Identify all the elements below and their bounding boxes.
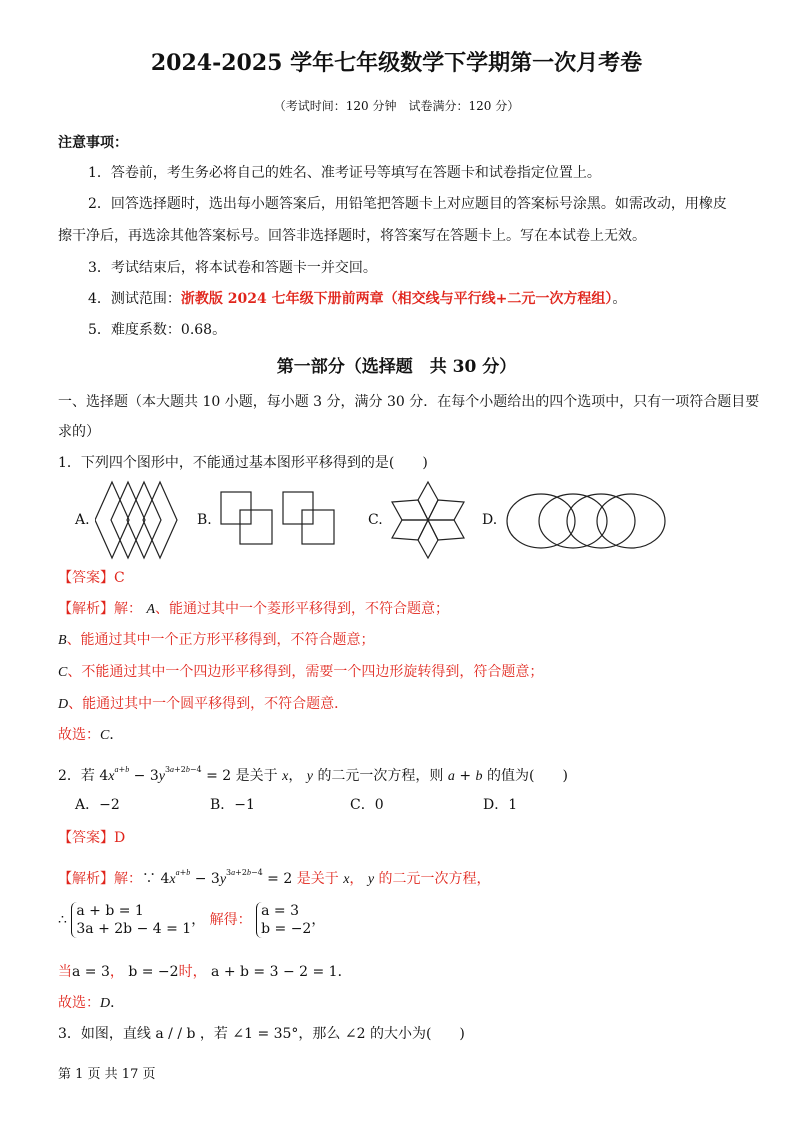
scope: 浙教版 2024 七年级下册前两章（相交线与平行线+二元一次方程组）: [180, 291, 613, 307]
equation-system-1: [71, 902, 191, 938]
answer-value: D: [114, 830, 126, 846]
equation-system-2: [256, 902, 311, 938]
math: b = −2: [128, 964, 179, 980]
text: 故选：: [58, 727, 100, 743]
text: 故选：: [58, 995, 100, 1011]
text: 、能通过其中一个圆平移得到，不符合题意．: [68, 696, 349, 712]
text: 解：: [114, 871, 142, 887]
var: C: [100, 728, 110, 743]
punct: ．: [109, 727, 124, 743]
star-figure: [390, 480, 466, 560]
equation: a = 3: [261, 903, 299, 919]
squares-figure: [220, 490, 345, 550]
q2-conclusion: 故选：D．: [58, 995, 125, 1011]
q2-analysis: 【解析】解：∵ $4x^{a+b} - 3y^{3a+2b-4} = 2$ 是关于 x， y 的二元一次方程，: [58, 868, 491, 887]
q2-substitution: 当a = 3， b = −2时， a + b = 3 − 2 = 1．: [58, 964, 352, 980]
var: D: [58, 697, 69, 712]
analysis-tag: 【解析】: [58, 871, 114, 887]
equation: b = −2: [261, 921, 312, 937]
q1-stem: 1．下列四个图形中，不能通过基本图形平移得到的是( ): [58, 455, 428, 471]
notice-item: 1．答卷前，考生务必将自己的姓名、准考证号等填写在答题卡和试卷指定位置上。: [88, 165, 601, 181]
section-title: 第一部分（选择题 共 30 分）: [276, 357, 517, 377]
text: 、不能通过其中一个四边形平移得到，需要一个四边形旋转得到，符合题意；: [67, 664, 544, 680]
equation: 3a + 2b − 4 = 1: [76, 921, 192, 937]
text: 时，: [178, 964, 207, 980]
var: B: [58, 633, 67, 648]
equation: a + b = 1: [76, 903, 144, 919]
q2-option-a: A．−2: [75, 797, 120, 813]
notice-item: 3．考试结束后，将本试卷和答题卡一并交回。: [88, 260, 377, 276]
q2-answer: [58, 829, 125, 847]
q3-stem: 3．如图，直线 a / / b ，若 ∠1 = 35°，那么 ∠2 的大小为( ): [58, 1026, 465, 1042]
text: 是关于: [296, 871, 339, 887]
because-text: ∵ 4: [142, 871, 170, 887]
notice-item: 2．回答选择题时，选出每小题答案后，用铅笔把答题卡上对应题目的答案标号涂黑。如需改动，用橡皮: [88, 196, 727, 212]
rhombus-figure: [95, 480, 195, 560]
circles-figure: [503, 492, 668, 552]
subtitle: （考试时间：120 分钟 试卷满分：120 分）: [273, 99, 520, 113]
punct: 。: [612, 291, 627, 307]
text: 解：: [114, 601, 142, 617]
text: 的二元一次方程，则: [317, 768, 444, 784]
q1-analysis-line: [58, 631, 375, 650]
q1-analysis-line: [58, 695, 348, 714]
text: 的值为( ): [486, 768, 568, 784]
q2-option-c: C．0: [350, 797, 384, 813]
q1-option-d: D.: [482, 512, 498, 528]
page-footer: 第 1 页 共 17 页: [58, 1067, 156, 1082]
var: C: [58, 665, 68, 680]
section-intro: 求的）: [58, 424, 100, 440]
q1-option-b: B.: [197, 512, 212, 528]
q2-stem: 2．若 $4x^{a+b} - 3y^{3a+2b-4} = 2$ 是关于 x， y 的二元一次方程，则 a + b 的值为( ): [58, 765, 568, 784]
notice-item: 擦干净后，再选涂其他答案标号。回答非选择题时，将答案写在答题卡上。写在本试卷上无效。: [58, 228, 646, 244]
analysis-tag: 【解析】: [58, 601, 114, 617]
q1-option-a: A.: [75, 512, 90, 528]
q1-analysis-line: [58, 663, 543, 682]
answer-value: C: [114, 570, 125, 586]
q2-system: ∴ a + b = 1 3a + 2b − 4 = 1， 解得： a = 3 b = −2，: [58, 903, 326, 937]
text: 、能通过其中一个正方形平移得到，不符合题意；: [66, 632, 375, 648]
math: a + b = 3 − 2 = 1．: [211, 964, 352, 980]
notice-heading: 注意事项：: [58, 135, 128, 151]
text: 、能通过其中一个菱形平移得到，不符合题意；: [155, 601, 450, 617]
answer-tag: 【答案】: [58, 830, 114, 846]
q1-conclusion: [58, 726, 123, 745]
text: 的二元一次方程，: [378, 871, 491, 887]
text: 2．若 4: [58, 768, 109, 784]
notice-item: 5．难度系数：0.68。: [88, 322, 227, 338]
label: 4．测试范围：: [88, 291, 181, 307]
text: 当: [58, 964, 72, 980]
answer-tag: 【答案】: [58, 570, 114, 586]
var: A: [146, 602, 156, 617]
q1-option-c: C.: [368, 512, 383, 528]
section-intro: 一、选择题（本大题共 10 小题，每小题 3 分，满分 30 分．在每个小题给出的四个选项中，只有一项符合题目要: [58, 394, 760, 410]
page-title: 2024-2025 学年七年级数学下学期第一次月考卷: [150, 50, 643, 76]
q1-analysis: [58, 600, 449, 619]
var: D: [100, 996, 111, 1011]
q1-answer: [58, 569, 125, 587]
solve-label: 解得：: [209, 912, 252, 928]
text: 是关于: [235, 768, 278, 784]
q2-option-b: B．−1: [210, 797, 255, 813]
math: a = 3: [72, 964, 110, 980]
notice-item-scope: [88, 290, 626, 308]
q2-option-d: D．1: [483, 797, 518, 813]
